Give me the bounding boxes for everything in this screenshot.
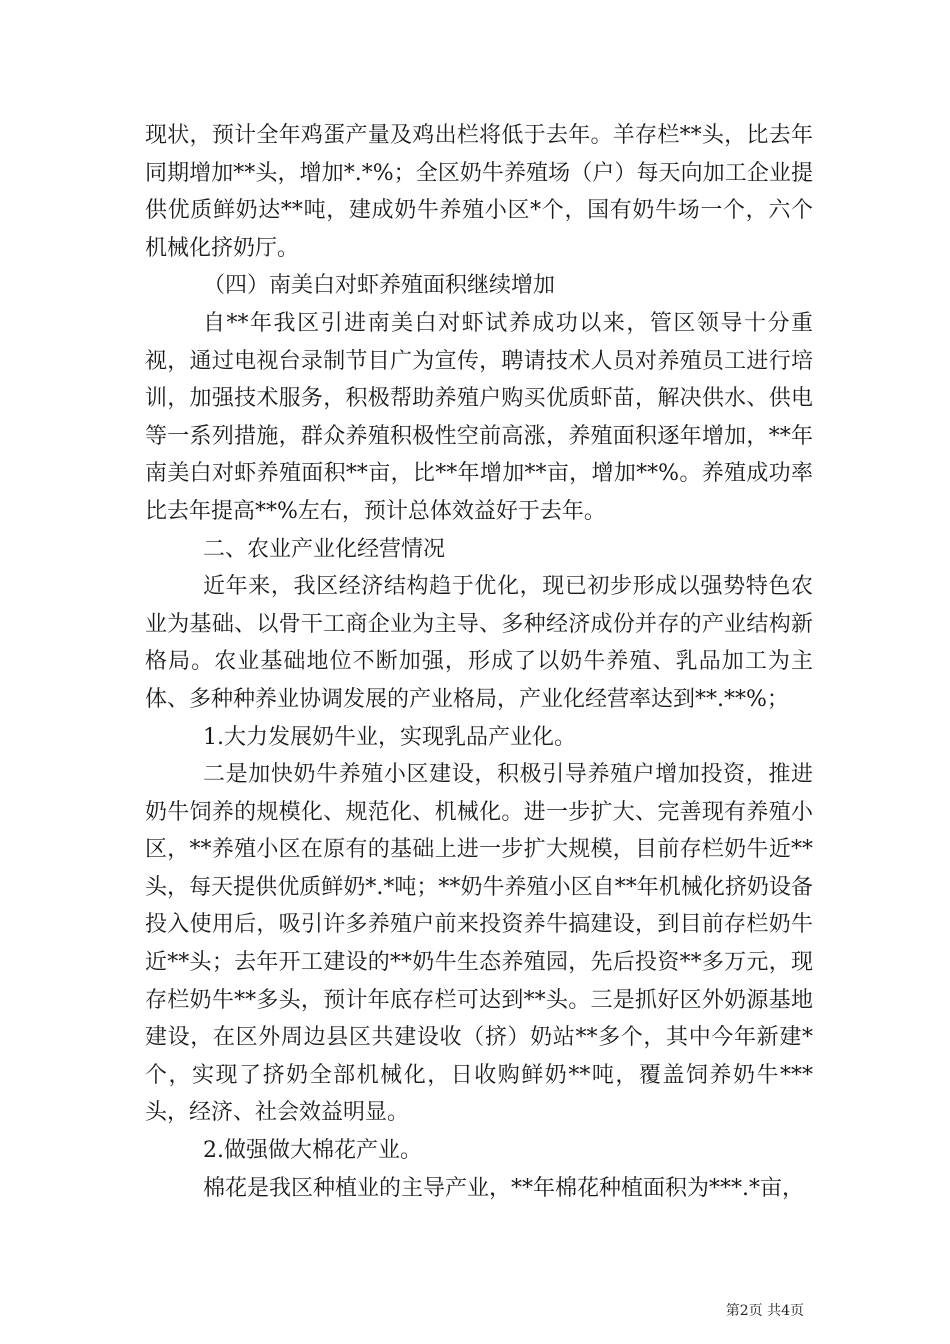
paragraph-livestock-status: 现状，预计全年鸡蛋产量及鸡出栏将低于去年。羊存栏**头，比去年同期增加**头，增加*.*%；全区奶牛养殖场（户）每天向加工企业提供优质鲜奶达**吨，建成奶牛养殖小区*个，国有奶牛场一个，六个机械化挤奶厅。 xyxy=(145,123,813,261)
page-number-footer: 第2页 共4页 xyxy=(725,1303,804,1319)
subheading-cotton: 2.做强做大棉花产业。 xyxy=(203,1138,422,1164)
section-heading-shrimp: （四）南美白对虾养殖面积继续增加 xyxy=(203,273,556,299)
paragraph-cotton-industry: 棉花是我区种植业的主导产业，**年棉花种植面积为***.*亩， xyxy=(203,1175,804,1201)
document-body xyxy=(145,117,813,1207)
subheading-dairy: 1.大力发展奶牛业，实现乳品产业化。 xyxy=(203,724,576,750)
paragraph-shrimp-farming: 自**年我区引进南美白对虾试养成功以来，管区领导十分重视，通过电视台录制节目广为宣传，聘请技术人员对养殖员工进行培训，加强技术服务，积极帮助养殖户购买优质虾苗，解决供水、供电等一系列措施，群众养殖积极性空前高涨，养殖面积逐年增加，**年南美白对虾养殖面积**亩，比**年增加**亩，增加**%。养殖成功率比去年提高**%左右，预计总体效益好于去年。 xyxy=(145,310,813,524)
paragraph-dairy-development: 二是加快奶牛养殖小区建设，积极引导养殖户增加投资，推进奶牛饲养的规模化、规范化、机械化。进一步扩大、完善现有养殖小区，**养殖小区在原有的基础上进一步扩大规模，目前存栏奶牛近**头，每天提供优质鲜奶*.*吨；**奶牛养殖小区自**年机械化挤奶设备投入使用后，吸引许多养殖户前来投资养牛搞建设，到目前存栏奶牛近**头；去年开工建设的**奶牛生态养殖园，先后投资**多万元，现存栏奶牛**多头，预计年底存栏可达到**头。三是抓好区外奶源基地建设，在区外周边县区共建设收（挤）奶站**多个，其中今年新建*个，实现了挤奶全部机械化，日收购鲜奶**吨，覆盖饲养奶牛***头，经济、社会效益明显。 xyxy=(145,762,813,1126)
paragraph-economic-structure: 近年来，我区经济结构趋于优化，现已初步形成以强势特色农业为基础、以骨干工商企业为主导、多种经济成份并存的产业结构新格局。农业基础地位不断加强，形成了以奶牛养殖、乳品加工为主体、多种种养业协调发展的产业格局，产业化经营率达到**.**%； xyxy=(145,574,813,712)
section-heading-industrialization: 二、农业产业化经营情况 xyxy=(203,536,446,562)
